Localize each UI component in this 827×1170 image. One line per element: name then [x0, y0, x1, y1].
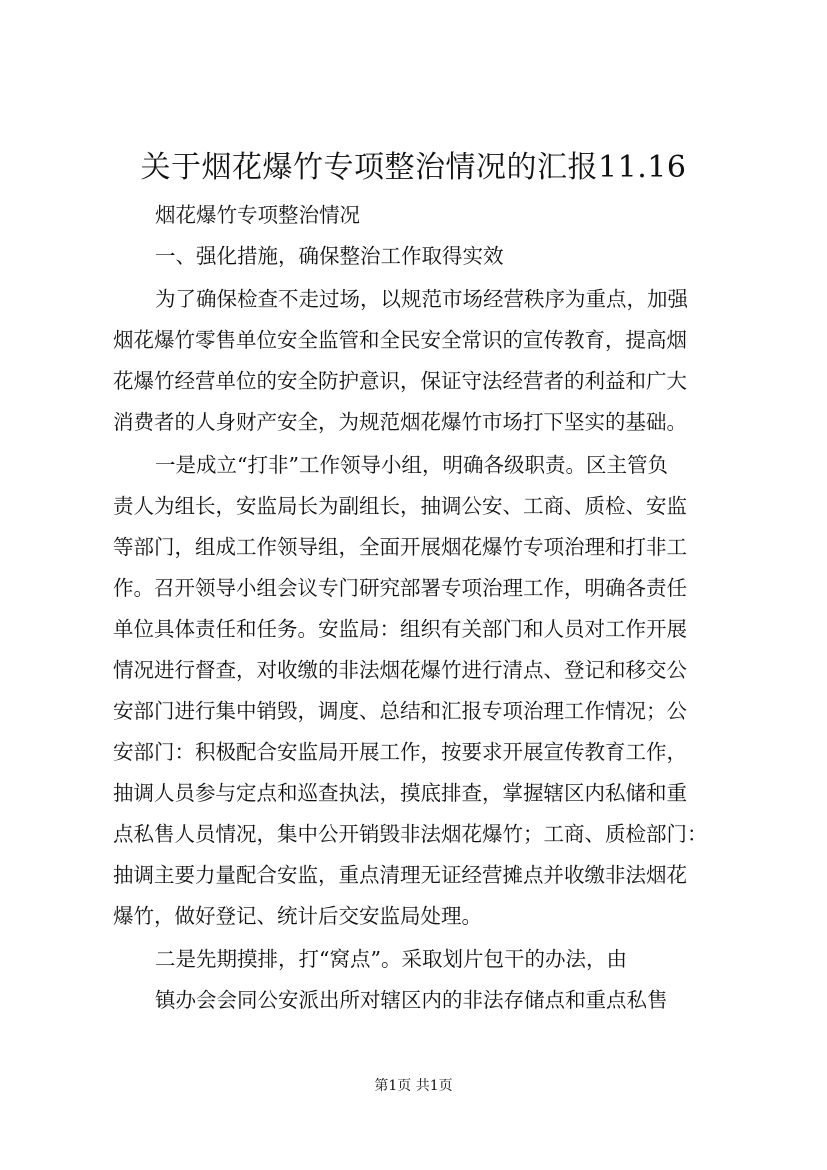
document-title: 关于烟花爆竹专项整治情况的汇报11.16 [140, 150, 687, 185]
paragraph-line: 镇办会会同公安派出所对辖区内的非法存储点和重点私售 [155, 988, 668, 1012]
paragraph-line: 烟花爆竹零售单位安全监管和全民安全常识的宣传教育，提高烟 [113, 328, 687, 352]
section-heading: 烟花爆竹专项整治情况 [155, 203, 360, 227]
paragraph-line: 一是成立“打非”工作领导小组，明确各级职责。区主管负 [155, 453, 668, 477]
paragraph-line: 爆竹，做好登记、统计后交安监局处理。 [113, 904, 482, 928]
subsection-heading: 一、强化措施，确保整治工作取得实效 [155, 244, 504, 268]
paragraph-line: 花爆竹经营单位的安全防护意识，保证守法经营者的利益和广大 [113, 369, 687, 393]
paragraph-line: 情况进行督查，对收缴的非法烟花爆竹进行清点、登记和移交公 [113, 658, 687, 682]
paragraph-line: 作。召开领导小组会议专门研究部署专项治理工作，明确各责任 [113, 576, 687, 600]
paragraph-line: 为了确保检查不走过场，以规范市场经营秩序为重点，加强 [155, 287, 688, 311]
paragraph-line: 安部门：积极配合安监局开展工作，按要求开展宣传教育工作， [113, 740, 687, 764]
paragraph-line: 安部门进行集中销毁，调度、总结和汇报专项治理工作情况；公 [113, 699, 687, 723]
paragraph-line: 责人为组长，安监局长为副组长，抽调公安、工商、质检、安监 [113, 494, 687, 518]
paragraph-line: 抽调主要力量配合安监，重点清理无证经营摊点并收缴非法烟花 [113, 863, 687, 887]
paragraph-line: 等部门，组成工作领导组，全面开展烟花爆竹专项治理和打非工 [113, 535, 687, 559]
page-number-footer: 第1页 共1页 [374, 1078, 453, 1094]
paragraph-line: 点私售人员情况，集中公开销毁非法烟花爆竹；工商、质检部门： [113, 822, 708, 846]
paragraph-line: 消费者的人身财产安全，为规范烟花爆竹市场打下坚实的基础。 [113, 410, 687, 434]
paragraph-line: 抽调人员参与定点和巡查执法，摸底排查，掌握辖区内私储和重 [113, 781, 687, 805]
paragraph-line: 二是先期摸排，打“窝点”。采取划片包干的办法，由 [155, 947, 627, 971]
paragraph-line: 单位具体责任和任务。安监局：组织有关部门和人员对工作开展 [113, 617, 687, 641]
